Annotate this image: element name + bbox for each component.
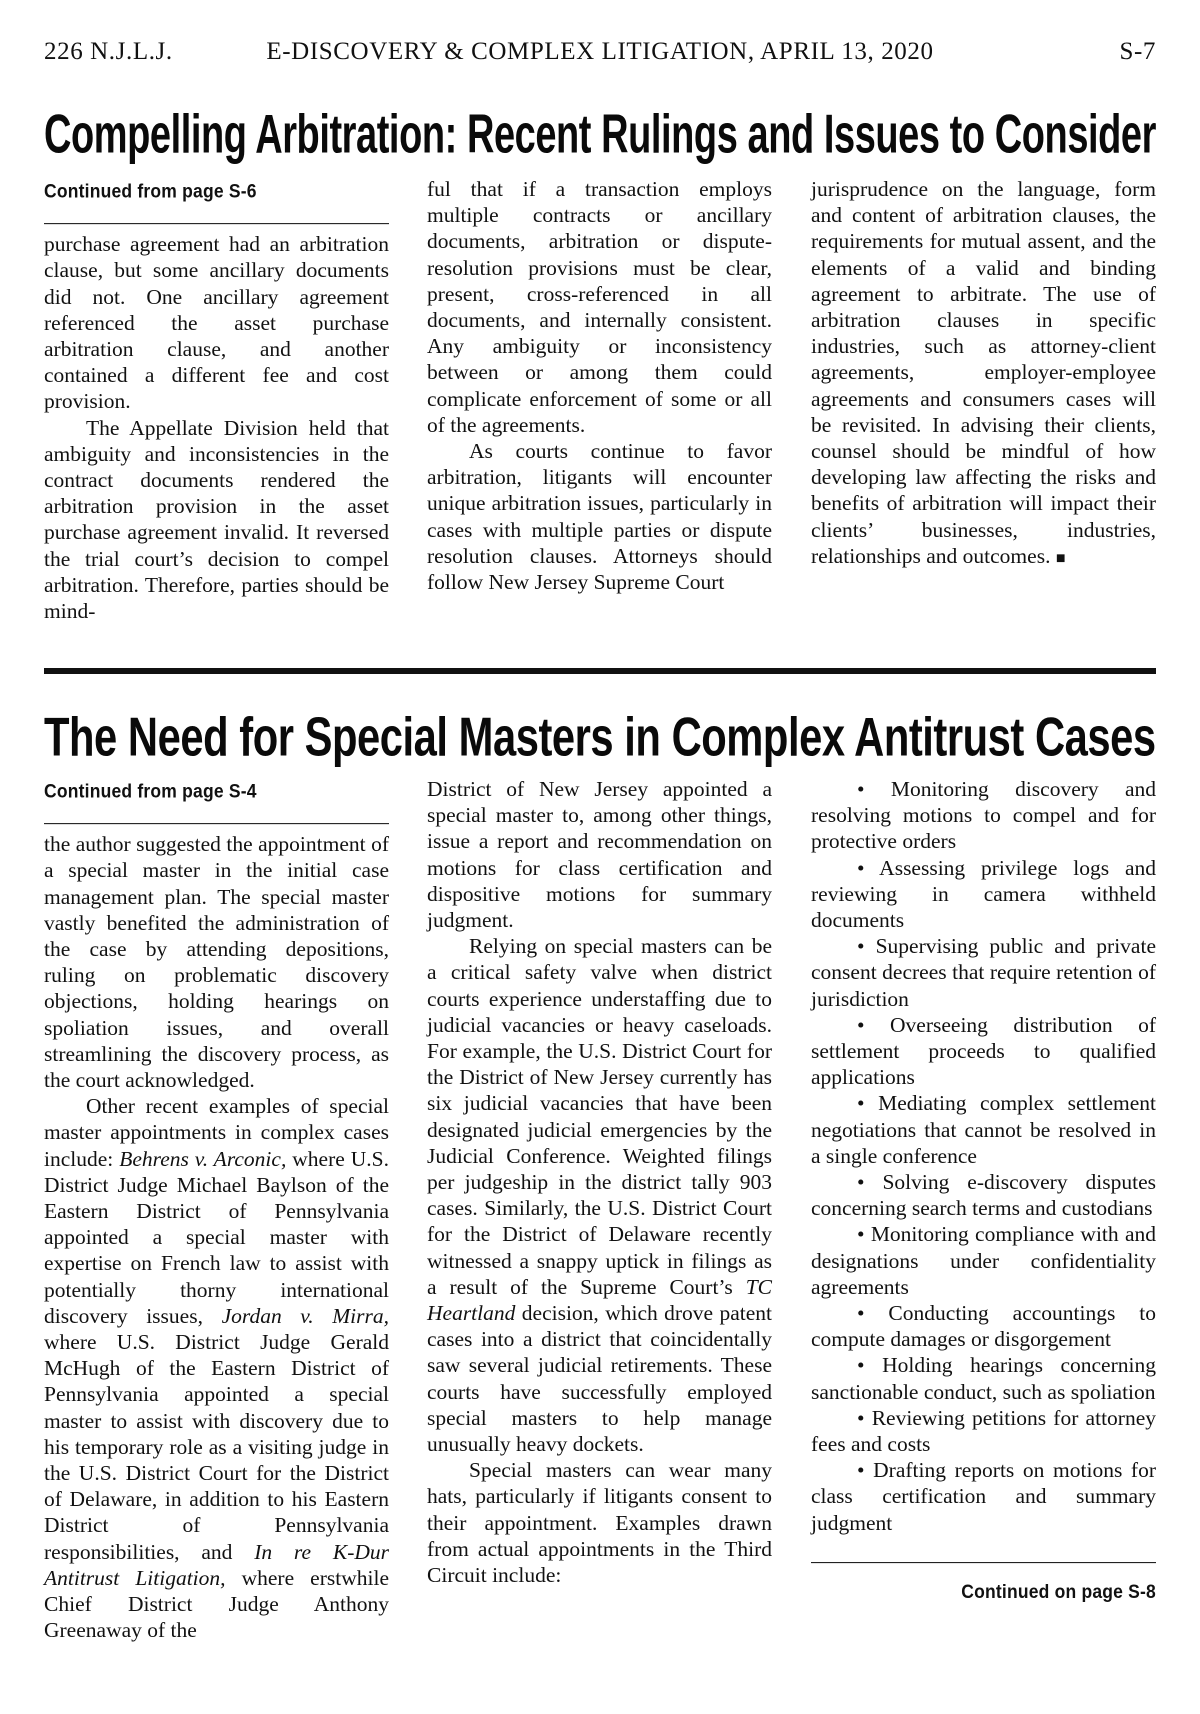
article-2-column-1 (44, 776, 389, 1644)
page-number: S-7 (1119, 38, 1156, 65)
article-1-column-2 (427, 176, 772, 595)
paragraph-text: Relying on special masters can be a critical safety valve when district courts experience understaffing due to judicial vacancies or heavy caseloads. For example, the U.S. District Court for the District of New Jersey currently has six judicial vacancies that have been designated judicial emergencies by the Judicial Conference. Weighted filings per judgeship in the district tally 903 cases. Similarly, the U.S. District Court for the District of Delaware recently witnessed a snappy uptick in filings as a result of the Supreme Court’s (427, 934, 772, 1299)
article-2-column-2 (427, 776, 772, 1588)
duty-list-item: • Monitoring discovery and resolving motions to compel and for protective orders (811, 777, 1156, 854)
duty-list-item: • Assessing privilege logs and reviewing in camera withheld documents (811, 855, 1156, 933)
duty-list-item: • Conducting accountings to compute damages or disgorgement (811, 1301, 1156, 1352)
duty-list-item: • Reviewing petitions for attorney fees and costs (811, 1405, 1156, 1457)
article-2-paragraph (44, 1093, 389, 1643)
paragraph-text: Other recent examples of special master appointments in complex cases include: (44, 1094, 389, 1171)
section-date-line: E-DISCOVERY & COMPLEX LITIGATION, APRIL 13, 2020 (266, 38, 934, 65)
paragraph-text: decision, which drove patent cases into a district that coincidentally saw several judicial retirements. These courts have successfully employed special masters to help manage unusually heavy dockets. (427, 1301, 772, 1457)
end-of-article-mark: ■ (1055, 549, 1066, 567)
paragraph-text: where U.S. District Judge Gerald McHugh of the Eastern District of Pennsylvania appointed a special master to assist with discovery due to his temporary role as a visiting judge in the U.S. District Court for the District of Delaware, in addition to his Eastern District of Pennsylvania responsibilities, and (44, 1330, 389, 1564)
duty-list-item: • Overseeing distribution of settlement proceeds to qualified applications (811, 1012, 1156, 1090)
article-1-headline: Compelling Arbitration: Recent Rulings and Issues to Consider (44, 102, 1156, 165)
article-1-paragraph (811, 176, 1156, 572)
case-name: In re K-Dur Antitrust Litigation, (44, 1539, 389, 1590)
article-2-paragraph: District of New Jersey appointed a special master to, among other things, issue a report and recommendation on motions for class certification and dispositive motions for summary judgment. (427, 777, 772, 933)
duty-list-item: • Holding hearings concerning sanctionable conduct, such as spoliation (811, 1353, 1156, 1404)
paragraph-text: where U.S. District Judge Michael Baylson of the Eastern District of Pennsylvania appointed a special master with expertise on French law to assist with potentially thorny international discovery issues, (44, 1146, 389, 1328)
article-1-paragraph: purchase agreement had an arbitration clause, but some ancillary documents did not. One ancillary agreement referenced the asset purchase arbitration clause, and another contained a different fee and cost provision. (44, 232, 389, 414)
journal-citation: 226 N.J.L.J. (44, 38, 173, 65)
article-1-paragraph: ful that if a transaction employs multiple contracts or ancillary documents, arbitration or dispute-resolution provisions must be clear, present, cross-referenced in all documents, and internally consistent. Any ambiguity or inconsistency between or among them could complicate enforcement of some or all of the agreements. (427, 177, 772, 437)
article-2-paragraph: the author suggested the appointment of a special master in the initial case management plan. The special master vastly benefited the administration of the case by attending depositions, ruling on problematic discovery objections, holding hearings on spoliation issues, and overall streamlining the discovery process, as the court acknowledged. (44, 832, 389, 1093)
article-1-paragraph: As courts continue to favor arbitration, litigants will encounter unique arbitration issues, particularly in cases with multiple parties or dispute resolution clauses. Attorneys should follow New Jersey Supreme Court (427, 439, 772, 595)
article-1-body (44, 176, 1156, 646)
article-2-jump-from: Continued from page S-4 (44, 776, 389, 824)
article-2-body (44, 776, 1156, 1686)
article-2-jump-to: Continued on page S-8 (811, 1562, 1156, 1606)
article-1-paragraph: The Appellate Division held that ambiguity and inconsistencies in the contract documents rendered the arbitration provision in the asset purchase agreement invalid. It reversed the trial court’s decision to compel arbitration. Therefore, parties should be mind- (44, 415, 389, 624)
article-2-headline: The Need for Special Masters in Complex Antitrust Cases (44, 705, 1156, 768)
article-2-paragraph: Special masters can wear many hats, particularly if litigants consent to their appointment. Examples drawn from actual appointments in the Third Circuit include: (427, 1458, 772, 1588)
duty-list-item: • Solving e-discovery disputes concerning search terms and custodians (811, 1170, 1156, 1221)
article-1-closing-text: jurisprudence on the language, form and content of arbitration clauses, the requirements for mutual assent, and the elements of a valid and binding agreement to arbitrate. The use of arbitration clauses in specific industries, such as attorney-client agreements, employer-employee agreements and consumers cases will be revisited. In advising their clients, counsel should be mindful of how developing law affecting the risks and benefits of arbitration will impact their clients’ businesses, industries, relationships and outcomes. (811, 177, 1156, 568)
paragraph-text: where erstwhile Chief District Judge Anthony Greenaway of the (44, 1565, 389, 1643)
special-master-duties-list (811, 776, 1156, 1536)
article-1-column-1 (44, 176, 389, 624)
article-1-jump-from: Continued from page S-6 (44, 176, 389, 224)
duty-list-item: • Drafting reports on motions for class certification and summary judgment (811, 1458, 1156, 1535)
duty-list-item: • Supervising public and private consent decrees that require retention of jurisdiction (811, 934, 1156, 1011)
case-name: TC Heartland (427, 1274, 772, 1326)
article-2-column-3 (811, 776, 1156, 1601)
article-2-paragraph (427, 933, 772, 1457)
article-1-column-3 (811, 176, 1156, 572)
running-head (44, 38, 1156, 72)
duty-list-item: • Mediating complex settlement negotiations that cannot be resolved in a single conference (811, 1091, 1156, 1168)
article-divider-rule (44, 668, 1156, 674)
case-name: Jordan v. Mirra, (221, 1303, 389, 1328)
case-name: Behrens v. Arconic, (119, 1146, 287, 1171)
duty-list-item: • Monitoring compliance with and designations under confidentiality agreements (811, 1222, 1156, 1299)
